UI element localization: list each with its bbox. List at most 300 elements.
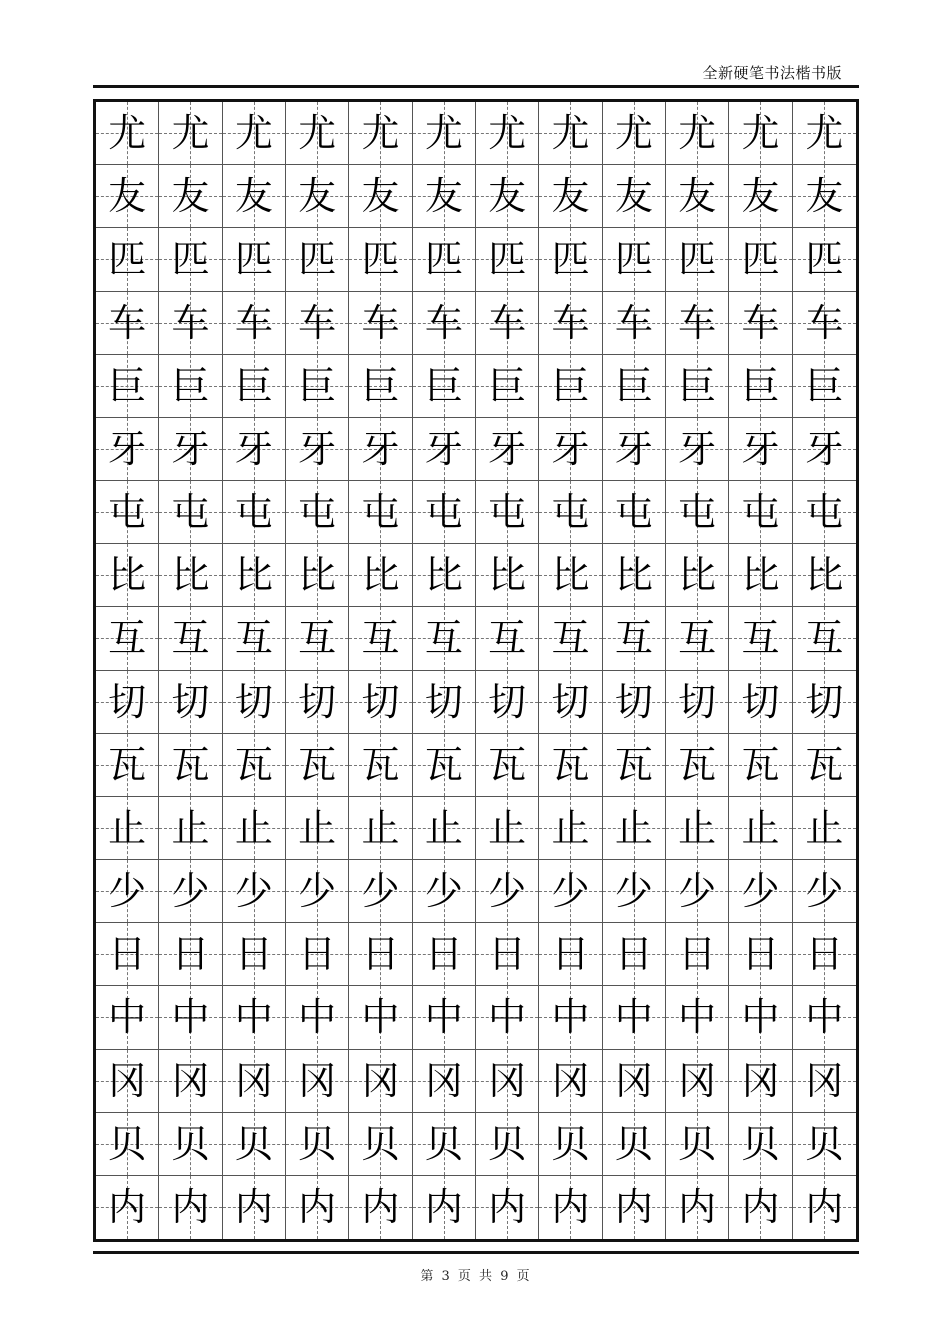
practice-character: 日 <box>488 932 527 977</box>
practice-character: 中 <box>424 995 463 1040</box>
practice-character: 贝 <box>741 1121 780 1166</box>
practice-character: 贝 <box>361 1121 400 1166</box>
practice-character: 匹 <box>171 237 210 282</box>
grid-cell <box>349 797 412 860</box>
practice-character: 比 <box>551 553 590 598</box>
practice-character: 巨 <box>805 363 844 408</box>
grid-cell <box>159 671 222 734</box>
practice-character: 互 <box>171 616 210 661</box>
grid-cell <box>729 355 792 418</box>
grid-cell <box>793 923 856 986</box>
grid-cell <box>159 986 222 1049</box>
practice-character: 冈 <box>551 1058 590 1103</box>
practice-character: 友 <box>298 174 337 219</box>
grid-cell <box>603 860 666 923</box>
practice-character: 屯 <box>488 490 527 535</box>
grid-cell <box>793 986 856 1049</box>
grid-cell <box>159 228 222 291</box>
grid-cell <box>793 1050 856 1113</box>
grid-cell <box>539 228 602 291</box>
practice-character: 止 <box>678 805 717 850</box>
practice-character: 少 <box>234 869 273 914</box>
grid-cell <box>96 860 159 923</box>
grid-cell <box>413 102 476 165</box>
practice-character: 车 <box>298 300 337 345</box>
practice-character: 日 <box>108 932 147 977</box>
grid-cell <box>603 481 666 544</box>
grid-cell <box>603 671 666 734</box>
grid-cell <box>539 671 602 734</box>
practice-character: 屯 <box>298 490 337 535</box>
grid-cell <box>539 986 602 1049</box>
practice-character: 瓦 <box>488 742 527 787</box>
grid-cell <box>159 860 222 923</box>
practice-character: 冈 <box>678 1058 717 1103</box>
practice-character: 少 <box>298 869 337 914</box>
grid-cell <box>159 418 222 481</box>
practice-character: 贝 <box>171 1121 210 1166</box>
grid-cell <box>159 481 222 544</box>
grid-cell <box>286 671 349 734</box>
practice-character: 贝 <box>108 1121 147 1166</box>
grid-cell <box>729 228 792 291</box>
grid-cell <box>793 355 856 418</box>
practice-character: 巨 <box>108 363 147 408</box>
grid-cell <box>476 228 539 291</box>
practice-character: 少 <box>678 869 717 914</box>
grid-cell <box>349 860 412 923</box>
grid-cell <box>476 102 539 165</box>
practice-character: 友 <box>741 174 780 219</box>
practice-character: 友 <box>488 174 527 219</box>
practice-character: 牙 <box>298 426 337 471</box>
practice-character: 牙 <box>551 426 590 471</box>
grid-cell <box>413 355 476 418</box>
grid-cell <box>793 607 856 670</box>
practice-character: 牙 <box>108 426 147 471</box>
practice-character: 牙 <box>361 426 400 471</box>
grid-cell <box>349 1113 412 1176</box>
practice-character: 车 <box>171 300 210 345</box>
practice-character: 止 <box>361 805 400 850</box>
grid-cell <box>223 734 286 797</box>
grid-cell <box>96 418 159 481</box>
grid-cell <box>666 986 729 1049</box>
grid-cell <box>793 544 856 607</box>
grid-cell <box>286 986 349 1049</box>
practice-character: 尤 <box>234 111 273 156</box>
practice-character: 屯 <box>805 490 844 535</box>
practice-character: 日 <box>298 932 337 977</box>
grid-cell <box>286 607 349 670</box>
practice-character: 屯 <box>424 490 463 535</box>
grid-cell <box>96 923 159 986</box>
grid-cell <box>539 1113 602 1176</box>
practice-character: 车 <box>488 300 527 345</box>
practice-character: 内 <box>424 1185 463 1230</box>
practice-character: 冈 <box>488 1058 527 1103</box>
practice-character: 车 <box>614 300 653 345</box>
grid-cell <box>476 1176 539 1239</box>
practice-character: 比 <box>171 553 210 598</box>
grid-cell <box>223 292 286 355</box>
grid-cell <box>539 1050 602 1113</box>
practice-character: 牙 <box>424 426 463 471</box>
practice-character: 屯 <box>234 490 273 535</box>
grid-cell <box>96 355 159 418</box>
practice-character: 友 <box>614 174 653 219</box>
grid-cell <box>729 481 792 544</box>
practice-character: 友 <box>424 174 463 219</box>
grid-cell <box>286 923 349 986</box>
practice-character: 瓦 <box>361 742 400 787</box>
grid-cell <box>286 355 349 418</box>
grid-cell <box>349 481 412 544</box>
practice-character: 内 <box>741 1185 780 1230</box>
practice-character: 瓦 <box>234 742 273 787</box>
practice-character: 止 <box>488 805 527 850</box>
grid-cell <box>476 671 539 734</box>
practice-character: 车 <box>678 300 717 345</box>
practice-character: 少 <box>361 869 400 914</box>
grid-cell <box>286 292 349 355</box>
grid-cell <box>349 292 412 355</box>
practice-character: 比 <box>614 553 653 598</box>
grid-cell <box>286 1176 349 1239</box>
grid-cell <box>793 1113 856 1176</box>
grid-cell <box>223 1176 286 1239</box>
grid-cell <box>349 734 412 797</box>
practice-character: 内 <box>805 1185 844 1230</box>
grid-cell <box>476 797 539 860</box>
grid-cell <box>96 292 159 355</box>
practice-character: 少 <box>424 869 463 914</box>
practice-character: 中 <box>805 995 844 1040</box>
grid-cell <box>603 228 666 291</box>
practice-character: 车 <box>234 300 273 345</box>
grid-cell <box>286 418 349 481</box>
grid-cell <box>729 544 792 607</box>
grid-cell <box>159 165 222 228</box>
practice-character: 互 <box>805 616 844 661</box>
practice-character: 内 <box>234 1185 273 1230</box>
practice-character: 少 <box>614 869 653 914</box>
grid-cell <box>793 418 856 481</box>
grid-cell <box>223 986 286 1049</box>
practice-character: 少 <box>171 869 210 914</box>
grid-cell <box>476 923 539 986</box>
practice-character: 尤 <box>678 111 717 156</box>
grid-cell <box>666 165 729 228</box>
practice-character: 内 <box>298 1185 337 1230</box>
practice-character: 少 <box>108 869 147 914</box>
practice-character: 友 <box>234 174 273 219</box>
grid-cell <box>539 860 602 923</box>
footer-rule <box>93 1251 859 1254</box>
practice-character: 瓦 <box>298 742 337 787</box>
practice-character: 比 <box>678 553 717 598</box>
grid-cell <box>223 102 286 165</box>
practice-character: 冈 <box>741 1058 780 1103</box>
grid-cell <box>96 986 159 1049</box>
practice-character: 日 <box>424 932 463 977</box>
grid-cell <box>96 1176 159 1239</box>
grid-cell <box>729 165 792 228</box>
practice-character: 尤 <box>424 111 463 156</box>
practice-character: 切 <box>488 679 527 724</box>
practice-character: 屯 <box>614 490 653 535</box>
practice-character: 匹 <box>298 237 337 282</box>
practice-character: 车 <box>424 300 463 345</box>
practice-character: 冈 <box>298 1058 337 1103</box>
grid-cell <box>539 797 602 860</box>
grid-cell <box>476 292 539 355</box>
practice-character: 尤 <box>298 111 337 156</box>
grid-cell <box>729 1050 792 1113</box>
grid-cell <box>729 607 792 670</box>
practice-character: 切 <box>171 679 210 724</box>
practice-character: 冈 <box>424 1058 463 1103</box>
practice-character: 友 <box>805 174 844 219</box>
practice-character: 切 <box>614 679 653 724</box>
grid-cell <box>413 292 476 355</box>
grid-cell <box>286 860 349 923</box>
grid-cell <box>539 923 602 986</box>
practice-character: 瓦 <box>741 742 780 787</box>
practice-character: 中 <box>741 995 780 1040</box>
practice-character: 匹 <box>234 237 273 282</box>
grid-cell <box>349 671 412 734</box>
practice-character: 友 <box>171 174 210 219</box>
practice-character: 屯 <box>108 490 147 535</box>
grid-cell <box>793 102 856 165</box>
practice-character: 匹 <box>551 237 590 282</box>
document-title: 全新硬笔书法楷书版 <box>702 64 842 82</box>
grid-cell <box>476 481 539 544</box>
grid-cell <box>666 292 729 355</box>
grid-cell <box>286 228 349 291</box>
grid-cell <box>286 165 349 228</box>
grid-cell <box>793 860 856 923</box>
grid-cell <box>666 481 729 544</box>
practice-character: 日 <box>171 932 210 977</box>
grid-cell <box>603 102 666 165</box>
grid-cell <box>603 418 666 481</box>
grid-cell <box>413 923 476 986</box>
practice-character: 切 <box>741 679 780 724</box>
grid-cell <box>223 481 286 544</box>
grid-cell <box>159 923 222 986</box>
practice-character: 瓦 <box>614 742 653 787</box>
grid-cell <box>539 734 602 797</box>
practice-character: 内 <box>678 1185 717 1230</box>
grid-cell <box>349 986 412 1049</box>
grid-cell <box>159 797 222 860</box>
practice-character: 瓦 <box>108 742 147 787</box>
practice-character: 切 <box>361 679 400 724</box>
practice-character: 匹 <box>741 237 780 282</box>
grid-cell <box>729 734 792 797</box>
practice-character: 巨 <box>741 363 780 408</box>
practice-character: 比 <box>805 553 844 598</box>
practice-character: 止 <box>805 805 844 850</box>
grid-cell <box>413 228 476 291</box>
grid-cell <box>413 544 476 607</box>
practice-character: 日 <box>678 932 717 977</box>
grid-cell <box>539 607 602 670</box>
practice-character: 互 <box>614 616 653 661</box>
grid-cell <box>286 102 349 165</box>
grid-cell <box>413 1113 476 1176</box>
practice-character: 止 <box>234 805 273 850</box>
grid-cell <box>223 860 286 923</box>
practice-character: 瓦 <box>171 742 210 787</box>
grid-cell <box>476 355 539 418</box>
grid-cell <box>603 923 666 986</box>
grid-cell <box>96 607 159 670</box>
grid-cell <box>729 797 792 860</box>
grid-cell <box>96 165 159 228</box>
practice-character: 内 <box>108 1185 147 1230</box>
practice-character: 内 <box>361 1185 400 1230</box>
grid-cell <box>476 860 539 923</box>
practice-character: 牙 <box>678 426 717 471</box>
grid-cell <box>476 1050 539 1113</box>
practice-character: 互 <box>488 616 527 661</box>
grid-cell <box>603 734 666 797</box>
practice-character: 尤 <box>614 111 653 156</box>
practice-character: 巨 <box>361 363 400 408</box>
practice-character: 匹 <box>361 237 400 282</box>
practice-character: 牙 <box>171 426 210 471</box>
grid-cell <box>96 544 159 607</box>
practice-character: 止 <box>741 805 780 850</box>
grid-cell <box>349 923 412 986</box>
grid-cell <box>793 292 856 355</box>
practice-character: 冈 <box>234 1058 273 1103</box>
grid-cell <box>666 355 729 418</box>
practice-character: 冈 <box>108 1058 147 1103</box>
grid-cell <box>793 165 856 228</box>
practice-character: 比 <box>361 553 400 598</box>
grid-cell <box>413 1050 476 1113</box>
grid-cell <box>413 1176 476 1239</box>
grid-cell <box>159 544 222 607</box>
practice-character: 日 <box>805 932 844 977</box>
grid-cell <box>349 418 412 481</box>
grid-cell <box>666 734 729 797</box>
grid-cell <box>539 481 602 544</box>
grid-cell <box>666 1113 729 1176</box>
practice-character: 牙 <box>614 426 653 471</box>
grid-cell <box>159 1176 222 1239</box>
practice-character: 内 <box>171 1185 210 1230</box>
practice-character: 切 <box>551 679 590 724</box>
grid-cell <box>603 165 666 228</box>
grid-cell <box>666 607 729 670</box>
practice-character: 切 <box>424 679 463 724</box>
practice-character: 比 <box>424 553 463 598</box>
grid-cell <box>413 671 476 734</box>
grid-cell <box>159 734 222 797</box>
grid-cell <box>793 671 856 734</box>
practice-character: 少 <box>805 869 844 914</box>
grid-cell <box>96 228 159 291</box>
grid-cell <box>729 923 792 986</box>
practice-character: 屯 <box>171 490 210 535</box>
grid-cell <box>286 1113 349 1176</box>
practice-character: 友 <box>678 174 717 219</box>
practice-character: 瓦 <box>424 742 463 787</box>
grid-cell <box>666 1050 729 1113</box>
grid-cell <box>539 544 602 607</box>
grid-cell <box>413 797 476 860</box>
grid-cell <box>539 418 602 481</box>
practice-character: 日 <box>551 932 590 977</box>
practice-character: 牙 <box>741 426 780 471</box>
practice-character: 匹 <box>488 237 527 282</box>
practice-character: 匹 <box>424 237 463 282</box>
grid-cell <box>223 1113 286 1176</box>
grid-cell <box>413 734 476 797</box>
grid-cell <box>286 544 349 607</box>
practice-character: 贝 <box>678 1121 717 1166</box>
practice-character: 中 <box>678 995 717 1040</box>
practice-character: 互 <box>551 616 590 661</box>
practice-character: 止 <box>614 805 653 850</box>
practice-character: 日 <box>361 932 400 977</box>
practice-character: 中 <box>234 995 273 1040</box>
grid-cell <box>413 418 476 481</box>
grid-cell <box>223 923 286 986</box>
grid-cell <box>666 923 729 986</box>
practice-character: 贝 <box>805 1121 844 1166</box>
practice-character: 冈 <box>614 1058 653 1103</box>
practice-character: 巨 <box>298 363 337 408</box>
practice-character: 少 <box>488 869 527 914</box>
grid-cell <box>539 102 602 165</box>
practice-character: 尤 <box>551 111 590 156</box>
grid-cell <box>729 418 792 481</box>
grid-cell <box>413 165 476 228</box>
grid-cell <box>223 1050 286 1113</box>
practice-character: 中 <box>108 995 147 1040</box>
grid-cell <box>159 1113 222 1176</box>
grid-cell <box>793 228 856 291</box>
practice-character: 贝 <box>234 1121 273 1166</box>
grid-cell <box>476 165 539 228</box>
practice-character: 止 <box>108 805 147 850</box>
grid-cell <box>729 292 792 355</box>
practice-character: 车 <box>361 300 400 345</box>
practice-character: 巨 <box>551 363 590 408</box>
grid-cell <box>603 355 666 418</box>
grid-cell <box>793 1176 856 1239</box>
header-rule <box>93 85 859 88</box>
grid-cell <box>666 418 729 481</box>
grid-cell <box>349 355 412 418</box>
practice-grid <box>93 99 859 1242</box>
grid-cell <box>96 797 159 860</box>
grid-cell <box>223 355 286 418</box>
grid-cell <box>96 481 159 544</box>
practice-character: 止 <box>424 805 463 850</box>
practice-character: 切 <box>234 679 273 724</box>
practice-character: 匹 <box>614 237 653 282</box>
grid-cell <box>729 860 792 923</box>
grid-cell <box>96 1050 159 1113</box>
practice-character: 止 <box>171 805 210 850</box>
